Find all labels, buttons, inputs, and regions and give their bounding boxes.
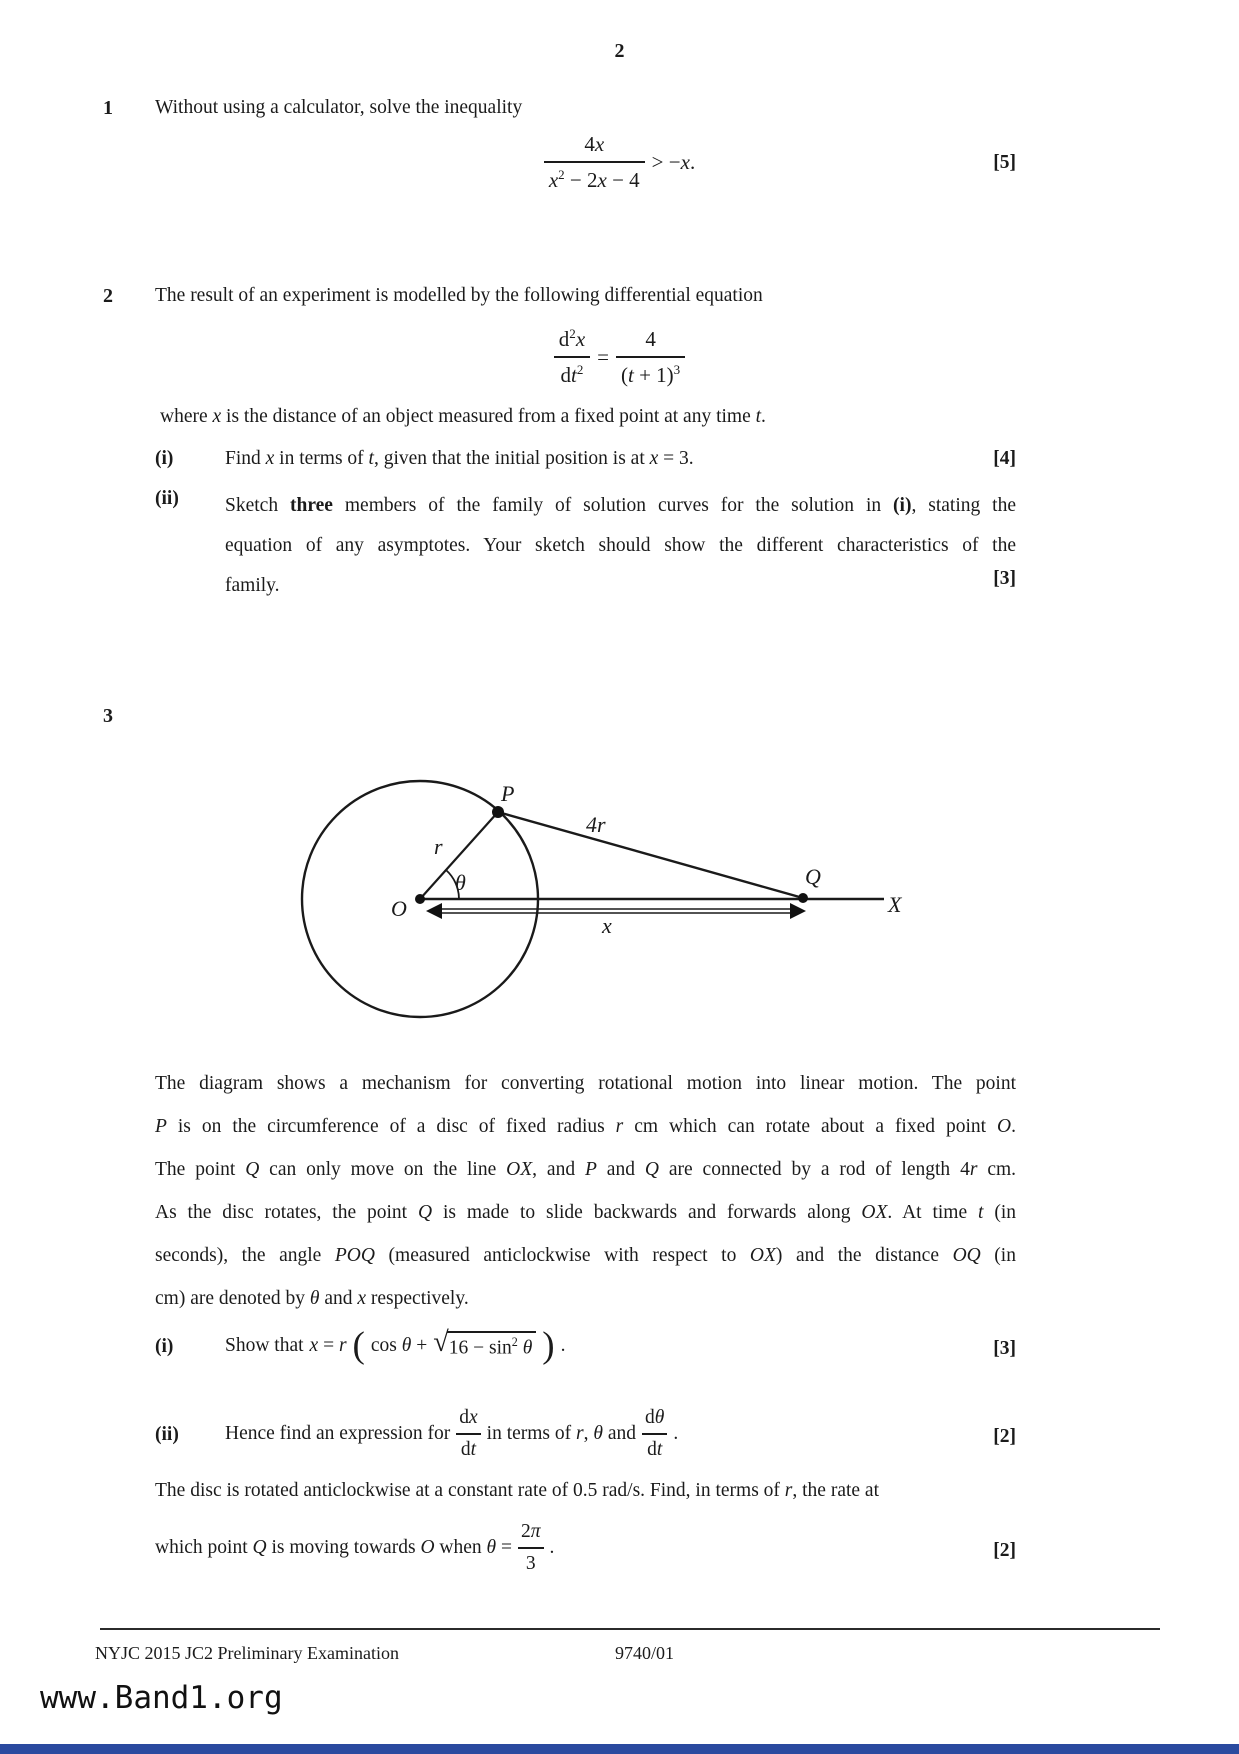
marks-q2ii: [3] — [993, 568, 1016, 589]
period: . — [560, 1334, 566, 1356]
equals-sign: = — [597, 344, 609, 369]
fraction-2pi-3 — [518, 1519, 544, 1578]
radical-sign: √ — [433, 1326, 449, 1358]
label-P: P — [501, 781, 515, 806]
part-text: Find x in terms of t, given that the initial position is at x = 3. — [225, 448, 694, 469]
part-text-line: family. — [225, 575, 280, 596]
equation-rhs: > −x. — [651, 149, 696, 174]
paragraph-line: As the disc rotates, the point Q is made to slide backwards and forwards along OX. At time t (in — [155, 1202, 1016, 1223]
question-1-number: 1 — [103, 97, 113, 119]
label-x: x — [602, 913, 612, 938]
marks-q2i: [4] — [993, 448, 1016, 469]
part-lead: Show that — [225, 1334, 304, 1356]
question-2-part-i — [155, 446, 1016, 472]
point-P-dot — [492, 806, 504, 818]
fraction-denominator: $x^2 - 2x - 4$ — [548, 167, 640, 192]
fraction-numerator: $d^2x$ — [554, 325, 590, 358]
question-3-tail-line2 — [155, 1514, 1016, 1582]
question-3-paragraph — [155, 1062, 1016, 1320]
marks-q3i: [3] — [993, 1338, 1016, 1359]
fraction-denominator: $(t + 1)^3$ — [620, 362, 681, 387]
fraction-denominator: $dt^2$ — [560, 362, 584, 387]
fraction-denominator: dt — [647, 1439, 663, 1460]
fraction-numerator: 2π — [518, 1519, 544, 1549]
part-label: (i) — [155, 448, 174, 469]
fraction — [616, 325, 685, 390]
square-root — [433, 1326, 536, 1362]
question-1-stem: Without using a calculator, solve the inequality — [155, 97, 523, 118]
point-O-dot — [415, 894, 425, 904]
label-4r: 4r — [586, 812, 606, 837]
period: . — [549, 1536, 555, 1558]
part-text: in terms of r, θ and — [486, 1422, 636, 1444]
period: . — [673, 1422, 679, 1444]
watermark-band1: www.Band1.org — [40, 1680, 283, 1716]
tail-text: which point Q is moving towards O when θ = — [155, 1536, 512, 1558]
footer-rule — [100, 1628, 1160, 1630]
label-X: X — [888, 892, 902, 917]
close-paren: ) — [542, 1325, 555, 1367]
part-label: (i) — [155, 1336, 174, 1357]
label-Q: Q — [805, 864, 821, 889]
fraction-numerator: dx — [456, 1405, 480, 1435]
question-3-number: 3 — [103, 705, 113, 727]
paragraph-line: seconds), the angle POQ (measured anticlockwise with respect to OX) and the distance OQ (in — [155, 1245, 1016, 1266]
fraction-denominator: dt — [460, 1439, 477, 1460]
label-theta: θ — [455, 870, 466, 895]
marks-q3-tail: [2] — [993, 1540, 1016, 1561]
question-3-part-i — [155, 1316, 1016, 1376]
mechanism-diagram — [250, 680, 950, 1050]
rod-PQ — [498, 812, 803, 898]
equation-lhs: x = r — [309, 1334, 347, 1356]
equation-term: cos θ + — [370, 1334, 428, 1356]
fraction-denominator: 3 — [525, 1553, 536, 1574]
marks-q3ii: [2] — [993, 1426, 1016, 1447]
open-paren: ( — [352, 1325, 365, 1367]
question-2-where-clause: where x is the distance of an object measured from a fixed point at any time t. — [160, 406, 766, 427]
fraction — [554, 325, 590, 390]
part-label: (ii) — [155, 488, 179, 509]
paragraph-line: P is on the circumference of a disc of fixed radius r cm which can rotate about a fixed point O. — [155, 1116, 1016, 1137]
question-2-stem: The result of an experiment is modelled by the following differential equation — [155, 285, 763, 306]
label-O: O — [391, 896, 407, 921]
part-text-line: equation of any asymptotes. Your sketch should show the different characteristics of the — [225, 535, 1016, 556]
fraction-numerator: dθ — [642, 1405, 667, 1435]
paragraph-line: cm) are denoted by θ and x respectively. — [155, 1288, 469, 1309]
fraction-numerator: 4x — [544, 130, 645, 163]
label-r: r — [434, 834, 443, 859]
marks-q1: [5] — [993, 152, 1016, 173]
question-2-part-ii — [155, 486, 1016, 606]
question-2-equation — [223, 314, 1016, 400]
arrowhead-left — [426, 903, 442, 919]
page-number: 2 — [614, 40, 625, 62]
question-3-part-ii — [155, 1396, 1016, 1472]
question-1-equation — [223, 124, 1016, 200]
radicand: $16 - \sin^2 \theta$ — [447, 1331, 537, 1362]
part-text: Hence find an expression for — [225, 1422, 451, 1444]
fraction-dx-dt — [456, 1405, 480, 1464]
fraction — [544, 130, 645, 195]
arrowhead-right — [790, 903, 806, 919]
part-label: (ii) — [155, 1424, 179, 1445]
footer-exam-title: NYJC 2015 JC2 Preliminary Examination — [95, 1643, 399, 1663]
bottom-blue-bar — [0, 1744, 1239, 1754]
footer-paper-code: 9740/01 — [615, 1643, 675, 1663]
fraction-dtheta-dt — [642, 1405, 667, 1464]
question-2-number: 2 — [103, 285, 113, 307]
part-text-line: Sketch three members of the family of solution curves for the solution in (i), stating the — [225, 495, 1016, 516]
point-Q-dot — [798, 893, 808, 903]
question-3-tail-line1: The disc is rotated anticlockwise at a constant rate of 0.5 rad/s. Find, in terms of r, the rate at — [155, 1480, 880, 1501]
fraction-numerator: 4 — [616, 325, 685, 358]
paragraph-line: The diagram shows a mechanism for converting rotational motion into linear motion. The point — [155, 1073, 1016, 1094]
paragraph-line: The point Q can only move on the line OX, and P and Q are connected by a rod of length 4r cm. — [155, 1159, 1017, 1180]
